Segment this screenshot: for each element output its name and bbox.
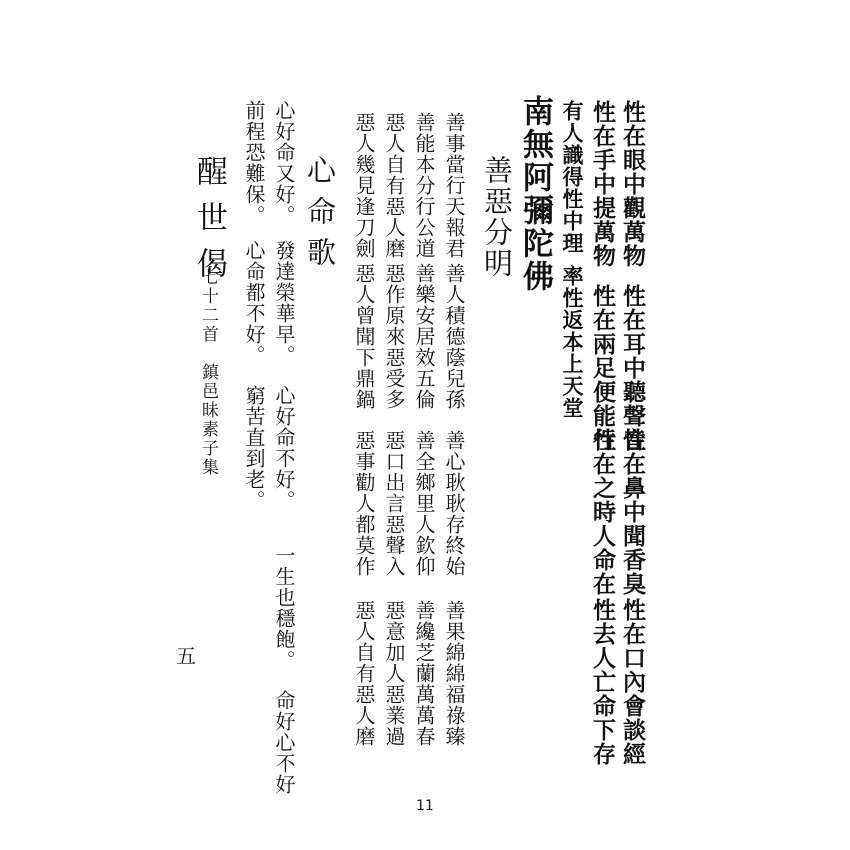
poem2-line4-c: 惡事勸人都莫作 [352, 430, 376, 577]
poem3-line1-d: 一生也穩飽。 [272, 545, 296, 671]
poem1-line2-c: 性在之時人命在 [589, 428, 616, 596]
poem2-line3-c: 惡口出言惡聲入 [382, 430, 406, 577]
poem1-line2-a: 性在手中提萬物 [589, 100, 616, 268]
poem2-line3-d: 惡意加人惡業過 [382, 600, 406, 747]
book-subtitle: 七十二首 鎮邑昧素子集 [198, 268, 218, 477]
poem3-line2-a: 前程恐難保。 [242, 100, 266, 226]
page-mark: 五 [176, 644, 196, 668]
poem1-line2-d: 性去人亡命下存 [589, 598, 616, 766]
poem2-line1-c: 善心耿耿存終始 [442, 430, 466, 577]
poem3-line2-b: 心命都不好。 [242, 240, 266, 366]
poem3-title: 心命歌 [303, 155, 337, 278]
poem1-line3-a: 有人識得性中理 [560, 100, 585, 254]
poem3-line1-b: 發達榮華早。 [272, 240, 296, 366]
poem2-line3-b: 惡作原來惡受多 [382, 263, 406, 410]
poem2-line2-d: 善纔芝蘭萬萬春 [412, 600, 436, 747]
poem2-line1-a: 善事當行天報君 [442, 112, 466, 259]
poem1-line1-a: 性在眼中觀萬物 [619, 100, 646, 268]
poem2-title: 善惡分明 [480, 155, 514, 279]
poem1-line1-b: 性在耳中聽聲音 [619, 284, 646, 452]
poem1-line2-b: 性在兩足便能行 [589, 284, 616, 452]
poem2-line3-a: 惡人自有惡人磨 [382, 112, 406, 259]
poem1-line3-b: 率性返本上天堂 [560, 265, 585, 419]
poem2-line1-d: 善果綿綿福祿臻 [442, 600, 466, 747]
poem3-line2-c: 窮苦直到老。 [242, 385, 266, 511]
poem1-line1-d: 性在口內會談經 [619, 598, 646, 766]
poem2-line4-a: 惡人幾見逢刀劍 [352, 112, 376, 259]
poem2-line2-b: 善樂安居效五倫 [412, 263, 436, 410]
poem2-line4-d: 惡人自有惡人磨 [352, 600, 376, 747]
poem3-line1-a: 心好命又好。 [272, 100, 296, 226]
poem2-line2-c: 善全鄉里人欽仰 [412, 430, 436, 577]
poem2-line1-b: 善人積德蔭兒孫 [442, 263, 466, 410]
poem3-line1-c: 心好命不好。 [272, 385, 296, 511]
poem3-line1-e: 命好心不好 [272, 690, 296, 795]
poem2-line2-a: 善能本分行公道 [412, 112, 436, 259]
page-number: 11 [416, 798, 434, 814]
poem1-line1-c: 性在鼻中聞香臭 [619, 428, 646, 596]
book-title: 醒世偈 [191, 155, 227, 293]
chant-heading: 南無阿彌陀佛 [517, 95, 553, 293]
poem2-line4-b: 惡人曾聞下鼎鍋 [352, 263, 376, 410]
